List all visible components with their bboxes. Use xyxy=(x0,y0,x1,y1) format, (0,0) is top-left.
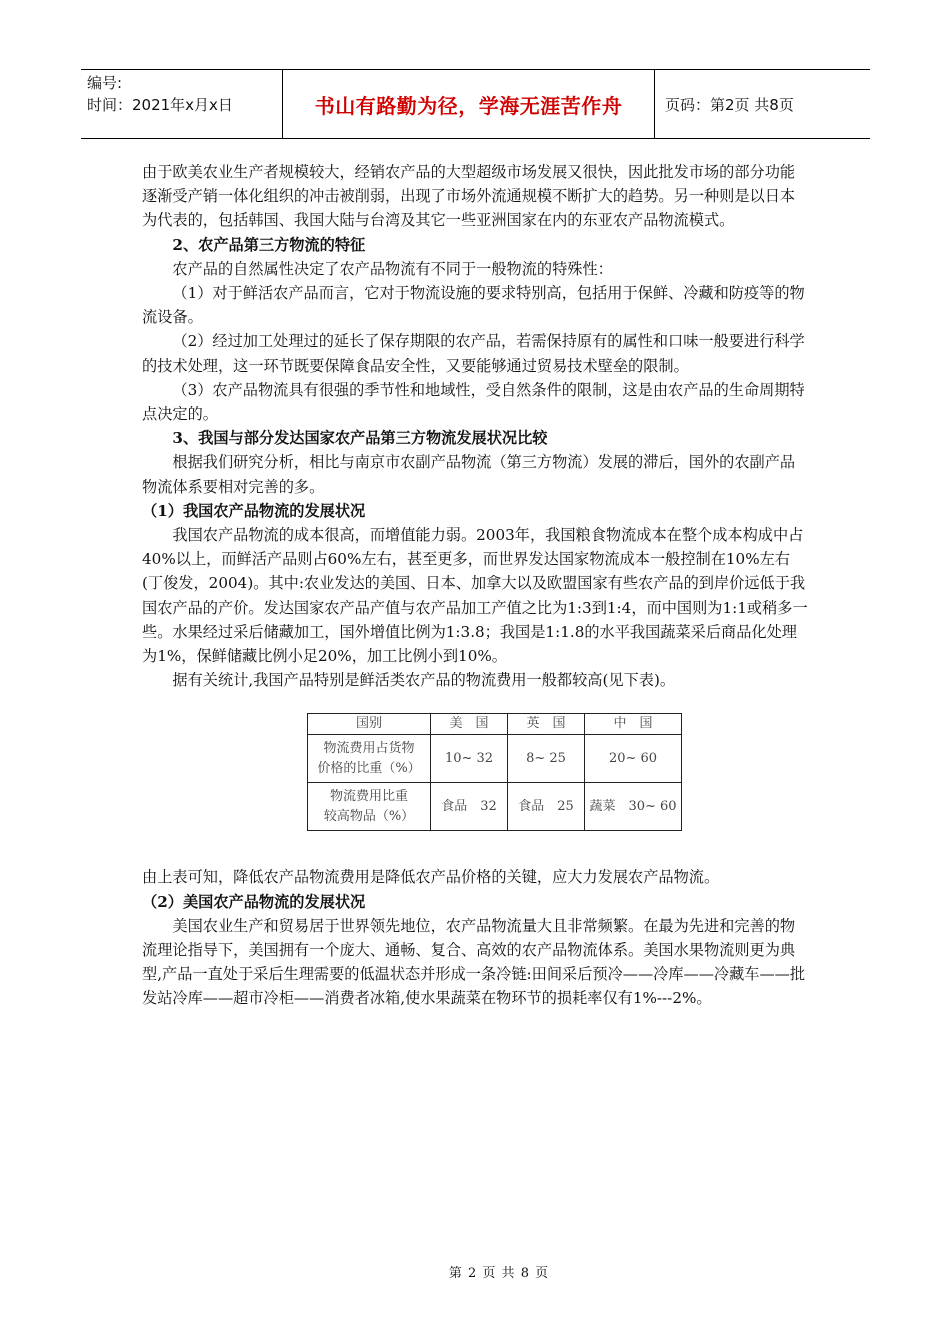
paragraph: （1）对于鲜活农产品而言，它对于物流设施的要求特别高，包括用于保鲜、冷藏和防疫等的物流设备。 xyxy=(142,284,805,327)
paragraph: （2）经过加工处理过的延长了保存期限的农产品，若需保持原有的属性和口味一般要进行科学的技术处理，这一环节既要保障食品安全性，又要能够通过贸易技术壁垒的限制。 xyxy=(142,332,805,375)
table-row xyxy=(308,735,682,783)
table-cell: 食品 25 xyxy=(508,783,585,831)
header-meta xyxy=(81,70,283,138)
table-header-cell: 英 国 xyxy=(508,714,585,735)
section-heading: 3、我国与部分发达国家农产品第三方物流发展状况比较 xyxy=(172,429,548,448)
paragraph: 由上表可知，降低农产品物流费用是降低农产品价格的关键，应大力发展农产品物流。 xyxy=(142,868,720,887)
paragraph: 由于欧美农业生产者规模较大，经销农产品的大型超级市场发展又很快，因此批发市场的部分功能逐渐受产销一体化组织的冲击被削弱，出现了市场外流通规模不断扩大的趋势。另一种则是以日本为代表的，包括韩国、我国大陆与台湾及其它一些亚洲国家在内的东亚农产品物流模式。 xyxy=(142,163,796,230)
table-row xyxy=(308,783,682,831)
paragraph: 农产品的自然属性决定了农产品物流有不同于一般物流的特殊性： xyxy=(172,259,613,278)
paragraph: 我国农产品物流的成本很高，而增值能力弱。2003年，我国粮食物流成本在整个成本构成中占40%以上，而鲜活产品则占60%左右，甚至更多，而世界发达国家物流成本一般控制在10%左右(丁俊发，2004)。其中:农业发达的美国、日本、加拿大以及欧盟国家有些农产品的到岸价远低于我国农产品的产价。发达国家农产品产值与农产品加工产值之比为1:3到1:4，而中国则为1:1或稍多一些。水果经过采后储藏加工，国外增值比例为1:3.8；我国是1:1.8的水平我国蔬菜采后商品化处理为1%，保鲜储藏比例小足20%，加工比例小到10%。 xyxy=(142,526,808,666)
document-time-label: 时间：2021年x月x日 xyxy=(87,96,233,114)
paragraph: 美国农业生产和贸易居于世界领先地位，农产品物流量大且非常频繁。在最为先进和完善的物流理论指导下，美国拥有一个庞大、通畅、复合、高效的农产品物流体系。美国水果物流则更为典型,产品一直处于采后生理需要的低温状态并形成一条冷链:田间采后预冷——冷库——冷藏车——批发站冷库——超市冷柜——消费者冰箱,使水果蔬菜在物环节的损耗率仅有1%---2%。 xyxy=(142,916,806,1008)
paragraph: 据有关统计,我国产品特别是鲜活类农产品的物流费用一般都较高(见下表)。 xyxy=(172,671,676,690)
table-cell: 8~ 25 xyxy=(508,735,585,783)
header-motto: 书山有路勤为径，学海无涯苦作舟 xyxy=(283,70,655,138)
section-heading: 2、农产品第三方物流的特征 xyxy=(172,235,366,254)
document-number-label: 编号: xyxy=(87,74,123,92)
paragraph: （3）农产品物流具有很强的季节性和地域性，受自然条件的限制，这是由农产品的生命周期特点决定的。 xyxy=(142,380,805,424)
logistics-cost-table xyxy=(307,713,682,831)
table-header-cell: 中 国 xyxy=(585,714,682,735)
table-row-label: 物流费用比重 较高物品（%） xyxy=(308,783,431,831)
table-header-cell: 美 国 xyxy=(431,714,508,735)
document-body xyxy=(142,160,810,1011)
subsection-heading: （1）我国农产品物流的发展状况 xyxy=(142,501,366,520)
table-cell: 20~ 60 xyxy=(585,735,682,783)
table-cell: 食品 32 xyxy=(431,783,508,831)
header-page-number: 页码：第2页 共8页 xyxy=(665,95,794,114)
paragraph: 根据我们研究分析，相比与南京市农副产品物流（第三方物流）发展的滞后，国外的农副产品物流体系要相对完善的多。 xyxy=(142,453,796,496)
table-cell: 10~ 32 xyxy=(431,735,508,783)
table-header-cell: 国别 xyxy=(308,714,431,735)
table-header-row xyxy=(308,714,682,735)
table-row-label: 物流费用占货物 价格的比重（%） xyxy=(308,735,431,783)
subsection-heading: （2）美国农产品物流的发展状况 xyxy=(142,892,366,911)
page-footer: 第 2 页 共 8 页 xyxy=(448,1266,550,1281)
page-header xyxy=(81,69,870,139)
table-cell: 蔬菜 30~ 60 xyxy=(585,783,682,831)
